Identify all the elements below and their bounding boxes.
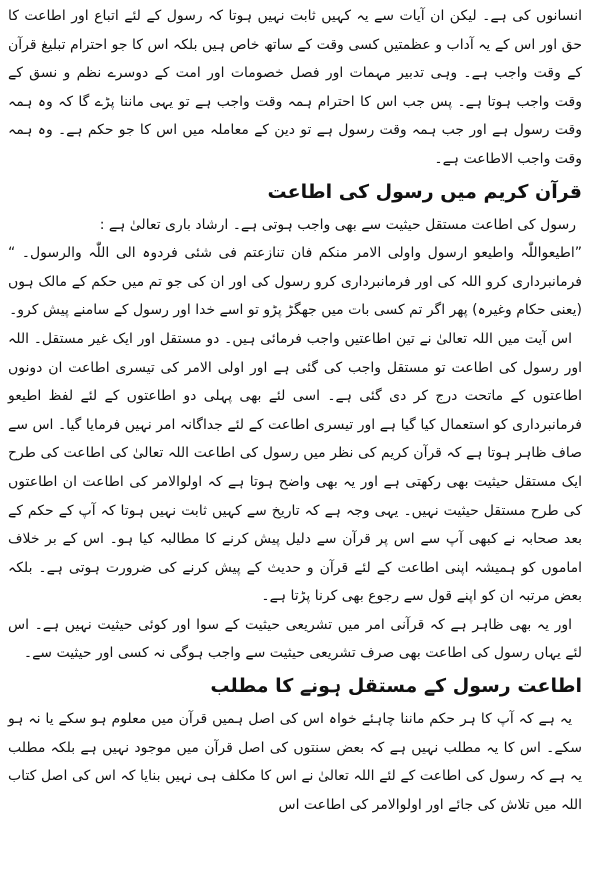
paragraph-intro: انسانوں کی ہے۔ لیکن ان آیات سے یہ کہیں ثابت نہیں ہوتا کہ رسول کے لئے اتباع اور اطاعت کا حق اور اس کے یہ آداب و عظمتیں کسی وقت کے ساتھ خاص ہیں بلکہ اس کا جو احترام تبلیغ قرآن کے وقت واجب ہے۔ وہی تدبیر مہمات اور فصل خصومات اور امت کے دوسرے نظم و نسق کے وقت واجب ہوتا ہے۔ پس جب اس کا احترام ہمہ وقت واجب ہے تو یہی ماننا پڑے گا کہ وہ ہمہ وقت رسول ہے اور جب ہمہ وقت رسول ہے تو دین کے معاملہ میں اس کا جو حکم ہے۔ وہ ہمہ وقت واجب الاطاعت ہے۔ [8,8,582,167]
paragraph-quote-intro: رسول کی اطاعت مستقل حیثیت سے بھی واجب ہوتی ہے۔ ارشاد باری تعالیٰ ہے : [99,216,576,233]
section-heading-quran-obedience: قرآن کریم میں رسول کی اطاعت [267,180,582,203]
paragraph-meaning: یہ ہے کہ آپ کا ہر حکم ماننا چاہئے خواہ اس کی اصل ہمیں قرآن میں معلوم ہو سکے یا نہ ہو سکے۔ اس کا یہ مطلب نہیں ہے کہ بعض سنتوں کی اصل قرآن میں موجود نہیں ہے بلکہ مطلب یہ ہے کہ رسول کی اطاعت کے لئے اللہ تعالیٰ نے اس کا مکلف ہی نہیں بنایا کہ اس کی اصل کتاب اللہ میں تلاش کی جائے اور اولوالامر کی اطاعت اس [8,711,582,813]
paragraph-three-obediences: اس آیت میں اللہ تعالیٰ نے تین اطاعتیں واجب فرمائی ہیں۔ دو مستقل اور ایک غیر مستقل۔ اللہ اور رسول کی اطاعت تو مستقل واجب کی گئی ہے اور اولی الامر کی تیسری اطاعت ان دونوں اطاعتوں کے ماتحت درج کر دی گئی ہے۔ اسی لئے بھی پہلی دو اطاعتوں کے لئے لفظ اطیعو فرمانبرداری کو استعمال کیا گیا ہے اور تیسری اطاعت کے لئے جداگانہ امر نہیں فرمایا گیا۔ اس سے صاف ظاہر ہوتا ہے کہ قرآن کریم کی نظر میں رسول کی اطاعت اللہ تعالیٰ کی اطاعت کی طرح ایک مستقل حیثیت بھی رکھتی ہے اور یہ بھی واضح ہوتا ہے کہ اولوالامر کی اطاعت ان اطاعتوں کی طرح مستقل حیثیت نہیں۔ یہی وجہ ہے کہ تاریخ سے کہیں ثابت نہیں ہوتا کہ آپ کے حکم کے بعد صحابہ نے کبھی آپ سے اس پر قرآن سے دلیل پیش کرنے کا مطالبہ کیا ہو۔ اس کے بر خلاف اماموں کو ہمیشہ اپنی اطاعت کے لئے قرآن و حدیث کے پیش کرنے کی ضرورت ہوتی ہے۔ بلکہ بعض مرتبہ ان کو اپنے قول سے رجوع بھی کرنا پڑتا ہے۔ [8,330,582,605]
quoted-verse: ”اطیعواللّٰہ واطیعو ارسول واولی الامر منکم فان تنازعتم فی شئی فردوہ الی اللّٰہ والرسول۔ “ فرمانبرداری کرو اللہ کی اور فرمانبرداری کرو رسول کی اور ان کی جو تم میں حکم کے مالک ہوں (یعنی حکام وغیرہ) پھر اگر تم کسی بات میں جھگڑ پڑو تو اسے خدا اور رسول کے سامنے پیش کرو۔ [8,245,582,319]
section-heading-independent-obedience: اطاعت رسول کے مستقل ہونے کا مطلب [210,675,582,698]
paragraph-legislative-status: اور یہ بھی ظاہر ہے کہ قرآنی امر میں تشریعی حیثیت کے سوا اور کوئی حیثیت نہیں ہے۔ اس لئے یہاں رسول کی اطاعت بھی صرف تشریعی حیثیت سے واجب ہوگی نہ کسی اور حیثیت سے۔ [8,616,582,662]
